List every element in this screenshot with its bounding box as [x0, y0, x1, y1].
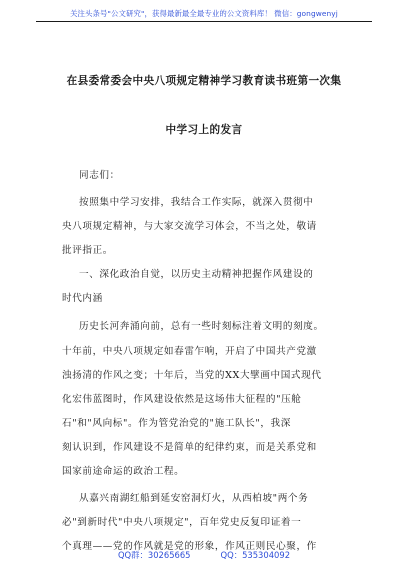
body-line: 按照集中学习安排，我结合工作实际，就深入贯彻中	[79, 197, 314, 208]
document-title-line-2: 中学习上的发言	[165, 124, 243, 136]
body-line: 批评指正。	[62, 245, 113, 256]
body-line: 浊扬清的作风之变；十年后，当党的XX大擘画中国式现代	[62, 370, 322, 381]
body-line: 十年前，中央八项规定如春雷乍响，开启了中国共产党激	[62, 346, 317, 357]
section-heading: 一、深化政治自觉，以历史主动精神把握作风建设的	[79, 269, 314, 280]
document-title-line-1: 在县委常委会中央八项规定精神学习教育读书班第一次集	[66, 75, 342, 87]
footer-qq: QQ：535304092	[220, 550, 291, 560]
body-line: 化宏伟蓝图时，作风建设依然是这场伟大征程的"压舱	[62, 394, 302, 405]
header-banner: 关注头条号"公文研究"，获得最新最全最专业的公文资料库！ 微信：gongwenyj	[70, 9, 338, 18]
body-line: 国家前途命运的政治工程。	[62, 466, 185, 477]
body-line: 刻认识到，作风建设不是简单的纪律约束，而是关系党和	[62, 442, 317, 453]
body-line: 必"到新时代"中央八项规定"，百年党史反复印证着一	[62, 517, 302, 528]
section-heading-cont: 时代内涵	[62, 293, 103, 304]
body-line: 央八项规定精神，与大家交流学习体会，不当之处，敬请	[62, 221, 317, 232]
header-divider	[36, 21, 372, 22]
footer-contact	[0, 549, 408, 561]
body-line: 历史长河奔涌向前，总有一些时刻标注着文明的刻度。	[79, 321, 324, 332]
salutation: 同志们：	[79, 170, 120, 181]
body-line: 石"和"风向标"。作为管党治党的"施工队长"，我深	[62, 418, 291, 429]
body-line: 从嘉兴南湖红船到延安窑洞灯火，从西柏坡"两个务	[79, 493, 309, 504]
body-line: 个真理——党的作风就是党的形象，作风正则民心聚，作	[62, 541, 317, 552]
footer-qq-group: QQ群：30265665	[117, 550, 191, 560]
